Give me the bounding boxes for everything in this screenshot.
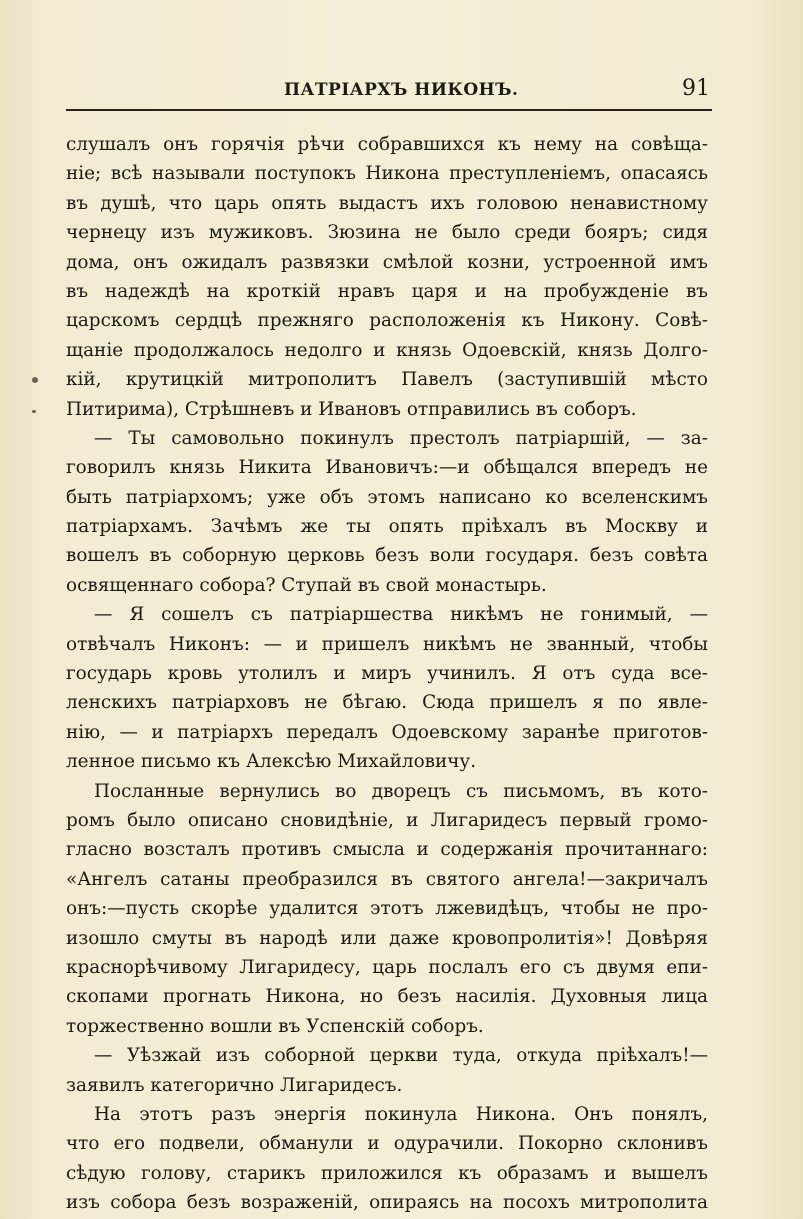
text-line: Посланные вернулись во дворецъ съ письмомъ, въ кото-	[94, 780, 708, 802]
running-title: ПАТРІАРХЪ НИКОНЪ.	[284, 80, 519, 100]
text-line: чернецу изъ мужиковъ. Зюзина не было среди бояръ; сидя	[66, 222, 708, 244]
text-line: изошло смуты въ народѣ или даже кровопролитія»! Довѣряя	[66, 927, 708, 949]
text-line: сѣдую голову, старикъ приложился къ образамъ и вышелъ	[66, 1162, 708, 1184]
text-line: Питирима), Стрѣшневъ и Ивановъ отправились въ соборъ.	[66, 398, 637, 420]
text-line: изъ собора безъ возраженій, опираясь на посохъ митрополита	[66, 1192, 708, 1214]
margin-speck	[32, 377, 38, 383]
text-line: освященнаго собора? Ступай въ свой монастырь.	[66, 574, 547, 596]
text-line: ромъ было описано сновидѣніе, и Лигаридесъ первый громо-	[66, 809, 708, 831]
text-line: быть патріархомъ; уже объ этомъ написано ко вселенскимъ	[66, 486, 708, 508]
text-line: краснорѣчивому Лигаридесу, царь послалъ его съ двумя епи-	[66, 956, 708, 978]
text-line: — Я сошелъ съ патріаршества никѣмъ не гонимый, —	[94, 604, 708, 626]
text-line: въ душѣ, что царь опять выдастъ ихъ головою ненавистному	[66, 192, 708, 214]
text-line: ленное письмо къ Алексѣю Михайловичу.	[66, 751, 477, 773]
text-line: торжественно вошли въ Успенскій соборъ.	[66, 1015, 484, 1037]
header-rule	[66, 109, 712, 111]
page-number: 91	[682, 76, 710, 101]
text-line: На этотъ разъ энергія покинула Никона. Онъ понялъ,	[94, 1103, 708, 1125]
text-line: — Ты самовольно покинулъ престолъ патріаршій, — за-	[94, 427, 708, 449]
margin-speck	[32, 410, 36, 413]
page-header	[66, 76, 712, 108]
text-line: щаніе продолжалось недолго и князь Одоевскій, князь Долго-	[66, 339, 708, 361]
text-line: скопами прогнать Никона, но безъ насилія. Духовныя лица	[66, 986, 708, 1008]
text-line: «Ангелъ сатаны преобразился въ святого ангела!—закричалъ	[66, 868, 708, 890]
text-line: въ надеждѣ на кроткій нравъ царя и на пробужденіе въ	[66, 280, 708, 302]
text-line: патріархамъ. Зачѣмъ же ты опять пріѣхалъ въ Москву и	[66, 516, 708, 538]
text-line: — Уѣзжай изъ соборной церкви туда, откуда пріѣхалъ!—	[94, 1045, 708, 1067]
text-line: царскомъ сердцѣ прежняго расположенія къ Никону. Совѣ-	[66, 310, 708, 332]
text-line: ленскихъ патріарховъ не бѣгаю. Сюда пришелъ я по явле-	[66, 692, 708, 714]
text-line: онъ:—пусть скорѣе удалится этотъ лжевидѣцъ, чтобы не про-	[66, 898, 708, 920]
text-line: кій, крутицкій митрополитъ Павелъ (заступившій мѣсто	[66, 369, 708, 391]
text-line: дома, онъ ожидалъ развязки смѣлой козни, устроенной имъ	[66, 251, 708, 273]
text-line: слушалъ онъ горячія рѣчи собравшихся къ нему на совѣща-	[66, 134, 708, 155]
text-line: ніе; всѣ называли поступокъ Никона преступленіемъ, опасаясь	[66, 163, 708, 185]
text-line: государь кровь утолилъ и миръ учинилъ. Я отъ суда все-	[66, 663, 708, 685]
text-line: заявилъ категорично Лигаридесъ.	[66, 1074, 403, 1096]
body-text	[66, 130, 708, 1217]
text-line: говорилъ князь Никита Ивановичъ:—и обѣщался впередъ не	[66, 457, 708, 479]
text-line: что его подвели, обманули и одурачили. Покорно склонивъ	[66, 1133, 708, 1155]
text-line: отвѣчалъ Никонъ: — и пришелъ никѣмъ не званный, чтобы	[66, 633, 708, 655]
text-line: вошелъ въ соборную церковь безъ воли государя. безъ совѣта	[66, 545, 708, 567]
text-line: нію, — и патріархъ передалъ Одоевскому заранѣе приготов-	[66, 721, 708, 743]
text-line: гласно возсталъ противъ смысла и содержанія прочитаннаго:	[66, 839, 708, 861]
